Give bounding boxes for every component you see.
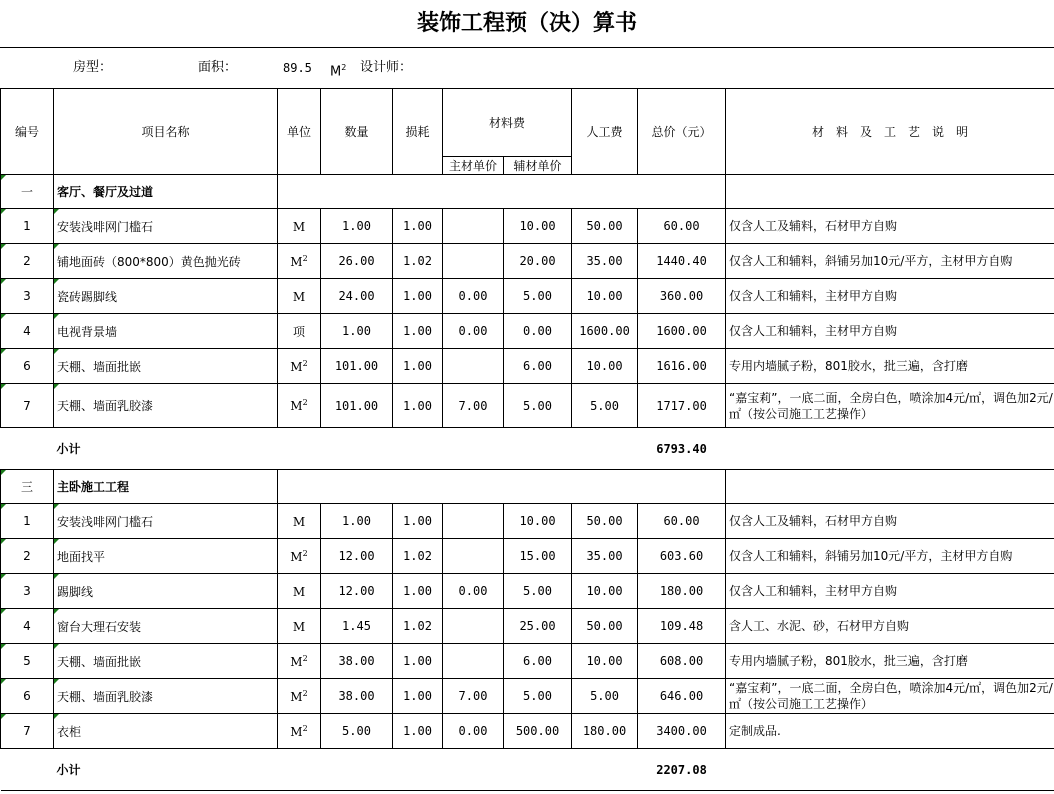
subtotal-row (1, 428, 1054, 470)
row-unit (278, 679, 321, 714)
row-unit (278, 609, 321, 644)
row-loss: 1.00 (393, 209, 443, 244)
header-main-price: 主材单价 (443, 157, 504, 175)
row-labor: 5.00 (572, 384, 638, 428)
row-unit-sup: 2 (302, 653, 308, 663)
row-no: 3 (1, 279, 54, 314)
section-no: 三 (1, 470, 54, 504)
row-unit (278, 574, 321, 609)
row-desc: 仅含人工和辅料，斜铺另加10元/平方，主材甲方自购 (726, 539, 1054, 574)
header-name: 项目名称 (54, 89, 278, 175)
row-name: 天棚、墙面乳胶漆 (54, 679, 278, 714)
row-no: 2 (1, 244, 54, 279)
row-unit-sup: 2 (302, 548, 308, 558)
row-main-price (443, 644, 504, 679)
row-loss: 1.00 (393, 504, 443, 539)
table-row (1, 644, 1054, 679)
row-no: 3 (1, 574, 54, 609)
table-row (1, 209, 1054, 244)
table-row (1, 349, 1054, 384)
row-labor: 10.00 (572, 349, 638, 384)
row-desc: 专用内墙腻子粉，801胶水，批三遍，含打磨 (726, 644, 1054, 679)
designer-label: 设计师： (360, 60, 413, 75)
row-labor: 10.00 (572, 279, 638, 314)
subtotal-row (1, 749, 1054, 791)
header-total: 总价（元） (638, 89, 726, 175)
row-total: 1440.40 (638, 244, 726, 279)
area-unit-sup: 2 (341, 63, 347, 72)
header-material: 材料费 (443, 89, 572, 157)
row-unit (278, 504, 321, 539)
row-unit (278, 349, 321, 384)
row-unit-text: M (292, 514, 306, 529)
row-labor: 5.00 (572, 679, 638, 714)
row-labor: 35.00 (572, 244, 638, 279)
table-row (1, 714, 1054, 749)
row-desc: 仅含人工和辅料，斜铺另加10元/平方，主材甲方自购 (726, 244, 1054, 279)
row-qty: 12.00 (321, 539, 393, 574)
row-unit-text: M (290, 359, 303, 374)
section-desc-blank (726, 175, 1054, 209)
row-loss: 1.00 (393, 349, 443, 384)
row-total: 360.00 (638, 279, 726, 314)
row-loss: 1.02 (393, 609, 443, 644)
estimate-table (0, 88, 1054, 791)
row-labor: 35.00 (572, 539, 638, 574)
header-loss: 损耗 (393, 89, 443, 175)
section-no: 一 (1, 175, 54, 209)
row-no: 4 (1, 609, 54, 644)
row-labor: 1600.00 (572, 314, 638, 349)
table-row (1, 314, 1054, 349)
row-loss: 1.00 (393, 279, 443, 314)
row-loss: 1.00 (393, 644, 443, 679)
row-name: 天棚、墙面批嵌 (54, 349, 278, 384)
row-no: 6 (1, 349, 54, 384)
subtotal-blank-left (1, 428, 54, 470)
row-unit-sup: 2 (302, 723, 308, 733)
row-loss: 1.02 (393, 539, 443, 574)
row-qty: 26.00 (321, 244, 393, 279)
section-name: 主卧施工工程 (54, 470, 278, 504)
row-unit-sup: 2 (302, 358, 308, 368)
row-qty: 101.00 (321, 384, 393, 428)
header-row (1, 89, 1054, 157)
row-unit-text: M (292, 219, 306, 234)
row-desc: 含人工、水泥、砂，石材甲方自购 (726, 609, 1054, 644)
subtotal-blank-right (726, 428, 1054, 470)
row-loss: 1.00 (393, 714, 443, 749)
row-main-price: 0.00 (443, 314, 504, 349)
subtotal-label: 小计 (54, 749, 278, 791)
row-aux-price: 5.00 (504, 279, 572, 314)
row-aux-price: 0.00 (504, 314, 572, 349)
row-name: 窗台大理石安装 (54, 609, 278, 644)
row-main-price (443, 244, 504, 279)
row-total: 646.00 (638, 679, 726, 714)
area-unit (330, 47, 346, 93)
row-unit (278, 714, 321, 749)
row-no: 7 (1, 384, 54, 428)
row-aux-price: 5.00 (504, 574, 572, 609)
row-labor: 50.00 (572, 504, 638, 539)
row-qty: 101.00 (321, 349, 393, 384)
row-main-price: 7.00 (443, 384, 504, 428)
header-no: 编号 (1, 89, 54, 175)
area-label: 面积： (198, 60, 238, 75)
row-no: 4 (1, 314, 54, 349)
row-total: 3400.00 (638, 714, 726, 749)
row-main-price: 0.00 (443, 574, 504, 609)
subtotal-label: 小计 (54, 428, 278, 470)
row-qty: 5.00 (321, 714, 393, 749)
section-header-row (1, 470, 1054, 504)
subtotal-value: 6793.40 (638, 428, 726, 470)
row-unit (278, 244, 321, 279)
sheet-title: 装饰工程预（决）算书 (0, 0, 1054, 48)
row-desc: “嘉宝莉”，一底二面，全房白色，喷涂加4元/㎡，调色加2元/㎡（按公司施工工艺操作） (726, 384, 1054, 428)
row-unit-sup: 2 (302, 253, 308, 263)
row-unit-text: 项 (292, 324, 305, 339)
table-row (1, 504, 1054, 539)
row-total: 60.00 (638, 504, 726, 539)
row-qty: 1.45 (321, 609, 393, 644)
section-header-row (1, 175, 1054, 209)
row-no: 1 (1, 209, 54, 244)
row-loss: 1.00 (393, 384, 443, 428)
row-name: 安装浅啡网门槛石 (54, 209, 278, 244)
row-aux-price: 6.00 (504, 644, 572, 679)
row-aux-price: 5.00 (504, 384, 572, 428)
section-blank (278, 470, 726, 504)
row-aux-price: 10.00 (504, 504, 572, 539)
row-desc: 仅含人工和辅料，主材甲方自购 (726, 574, 1054, 609)
row-aux-price: 5.00 (504, 679, 572, 714)
row-unit-text: M (292, 289, 306, 304)
row-total: 1717.00 (638, 384, 726, 428)
row-aux-price: 20.00 (504, 244, 572, 279)
row-unit-text: M (290, 689, 303, 704)
row-labor: 180.00 (572, 714, 638, 749)
row-unit-text: M (292, 584, 306, 599)
row-qty: 1.00 (321, 504, 393, 539)
meta-row (0, 47, 1054, 89)
row-labor: 10.00 (572, 644, 638, 679)
row-name: 地面找平 (54, 539, 278, 574)
row-name: 电视背景墙 (54, 314, 278, 349)
row-main-price (443, 504, 504, 539)
row-qty: 12.00 (321, 574, 393, 609)
table-row (1, 279, 1054, 314)
row-unit (278, 539, 321, 574)
row-qty: 24.00 (321, 279, 393, 314)
row-name: 瓷砖踢脚线 (54, 279, 278, 314)
subtotal-blank-right (726, 749, 1054, 791)
row-qty: 1.00 (321, 209, 393, 244)
row-main-price (443, 209, 504, 244)
header-labor: 人工费 (572, 89, 638, 175)
row-unit-text: M (290, 549, 303, 564)
row-unit-text: M (290, 654, 303, 669)
row-total: 1616.00 (638, 349, 726, 384)
header-aux-price: 辅材单价 (504, 157, 572, 175)
row-main-price: 0.00 (443, 279, 504, 314)
table-row (1, 574, 1054, 609)
row-labor: 10.00 (572, 574, 638, 609)
row-total: 603.60 (638, 539, 726, 574)
area-unit-text: M (330, 64, 342, 80)
row-main-price (443, 609, 504, 644)
table-row (1, 244, 1054, 279)
subtotal-blank-mid (278, 428, 638, 470)
row-aux-price: 25.00 (504, 609, 572, 644)
table-row (1, 679, 1054, 714)
header-desc: 材 料 及 工 艺 说 明 (726, 89, 1054, 175)
row-desc: 仅含人工和辅料，主材甲方自购 (726, 279, 1054, 314)
row-unit-text: M (290, 254, 303, 269)
subtotal-value: 2207.08 (638, 749, 726, 791)
row-total: 109.48 (638, 609, 726, 644)
row-no: 6 (1, 679, 54, 714)
row-name: 安装浅啡网门槛石 (54, 504, 278, 539)
row-name: 铺地面砖（800*800）黄色抛光砖 (54, 244, 278, 279)
row-loss: 1.00 (393, 574, 443, 609)
header-unit: 单位 (278, 89, 321, 175)
row-desc: “嘉宝莉”，一底二面，全房白色，喷涂加4元/㎡，调色加2元/㎡（按公司施工工艺操作） (726, 679, 1054, 714)
row-no: 2 (1, 539, 54, 574)
table-row (1, 384, 1054, 428)
section-desc-blank (726, 470, 1054, 504)
row-aux-price: 15.00 (504, 539, 572, 574)
row-main-price: 7.00 (443, 679, 504, 714)
subtotal-blank-left (1, 749, 54, 791)
row-total: 1600.00 (638, 314, 726, 349)
row-loss: 1.00 (393, 679, 443, 714)
row-unit-sup: 2 (302, 688, 308, 698)
row-loss: 1.02 (393, 244, 443, 279)
row-qty: 1.00 (321, 314, 393, 349)
row-unit-sup: 2 (302, 398, 308, 407)
row-desc: 专用内墙腻子粉，801胶水，批三遍，含打磨 (726, 349, 1054, 384)
row-total: 180.00 (638, 574, 726, 609)
row-name: 踢脚线 (54, 574, 278, 609)
section-name: 客厅、餐厅及过道 (54, 175, 278, 209)
row-aux-price: 500.00 (504, 714, 572, 749)
row-unit (278, 644, 321, 679)
row-name: 衣柜 (54, 714, 278, 749)
row-total: 60.00 (638, 209, 726, 244)
row-desc: 仅含人工及辅料，石材甲方自购 (726, 504, 1054, 539)
row-no: 7 (1, 714, 54, 749)
row-unit (278, 384, 321, 428)
row-unit (278, 209, 321, 244)
row-loss: 1.00 (393, 314, 443, 349)
row-name: 天棚、墙面乳胶漆 (54, 384, 278, 428)
row-unit (278, 279, 321, 314)
row-main-price (443, 349, 504, 384)
row-desc: 定制成品. (726, 714, 1054, 749)
row-unit-text: M (292, 619, 306, 634)
row-unit-text: M (290, 399, 303, 413)
row-total: 608.00 (638, 644, 726, 679)
row-no: 5 (1, 644, 54, 679)
row-labor: 50.00 (572, 609, 638, 644)
row-labor: 50.00 (572, 209, 638, 244)
row-aux-price: 6.00 (504, 349, 572, 384)
room-type-label: 房型： (73, 60, 113, 75)
table-row (1, 539, 1054, 574)
subtotal-blank-mid (278, 749, 638, 791)
row-name: 天棚、墙面批嵌 (54, 644, 278, 679)
row-qty: 38.00 (321, 644, 393, 679)
section-blank (278, 175, 726, 209)
row-aux-price: 10.00 (504, 209, 572, 244)
row-qty: 38.00 (321, 679, 393, 714)
row-desc: 仅含人工及辅料，石材甲方自购 (726, 209, 1054, 244)
row-main-price: 0.00 (443, 714, 504, 749)
area-value: 89.5 (283, 61, 312, 75)
row-no: 1 (1, 504, 54, 539)
row-unit (278, 314, 321, 349)
header-qty: 数量 (321, 89, 393, 175)
row-unit-text: M (290, 724, 303, 739)
row-main-price (443, 539, 504, 574)
row-desc: 仅含人工和辅料，主材甲方自购 (726, 314, 1054, 349)
table-row (1, 609, 1054, 644)
